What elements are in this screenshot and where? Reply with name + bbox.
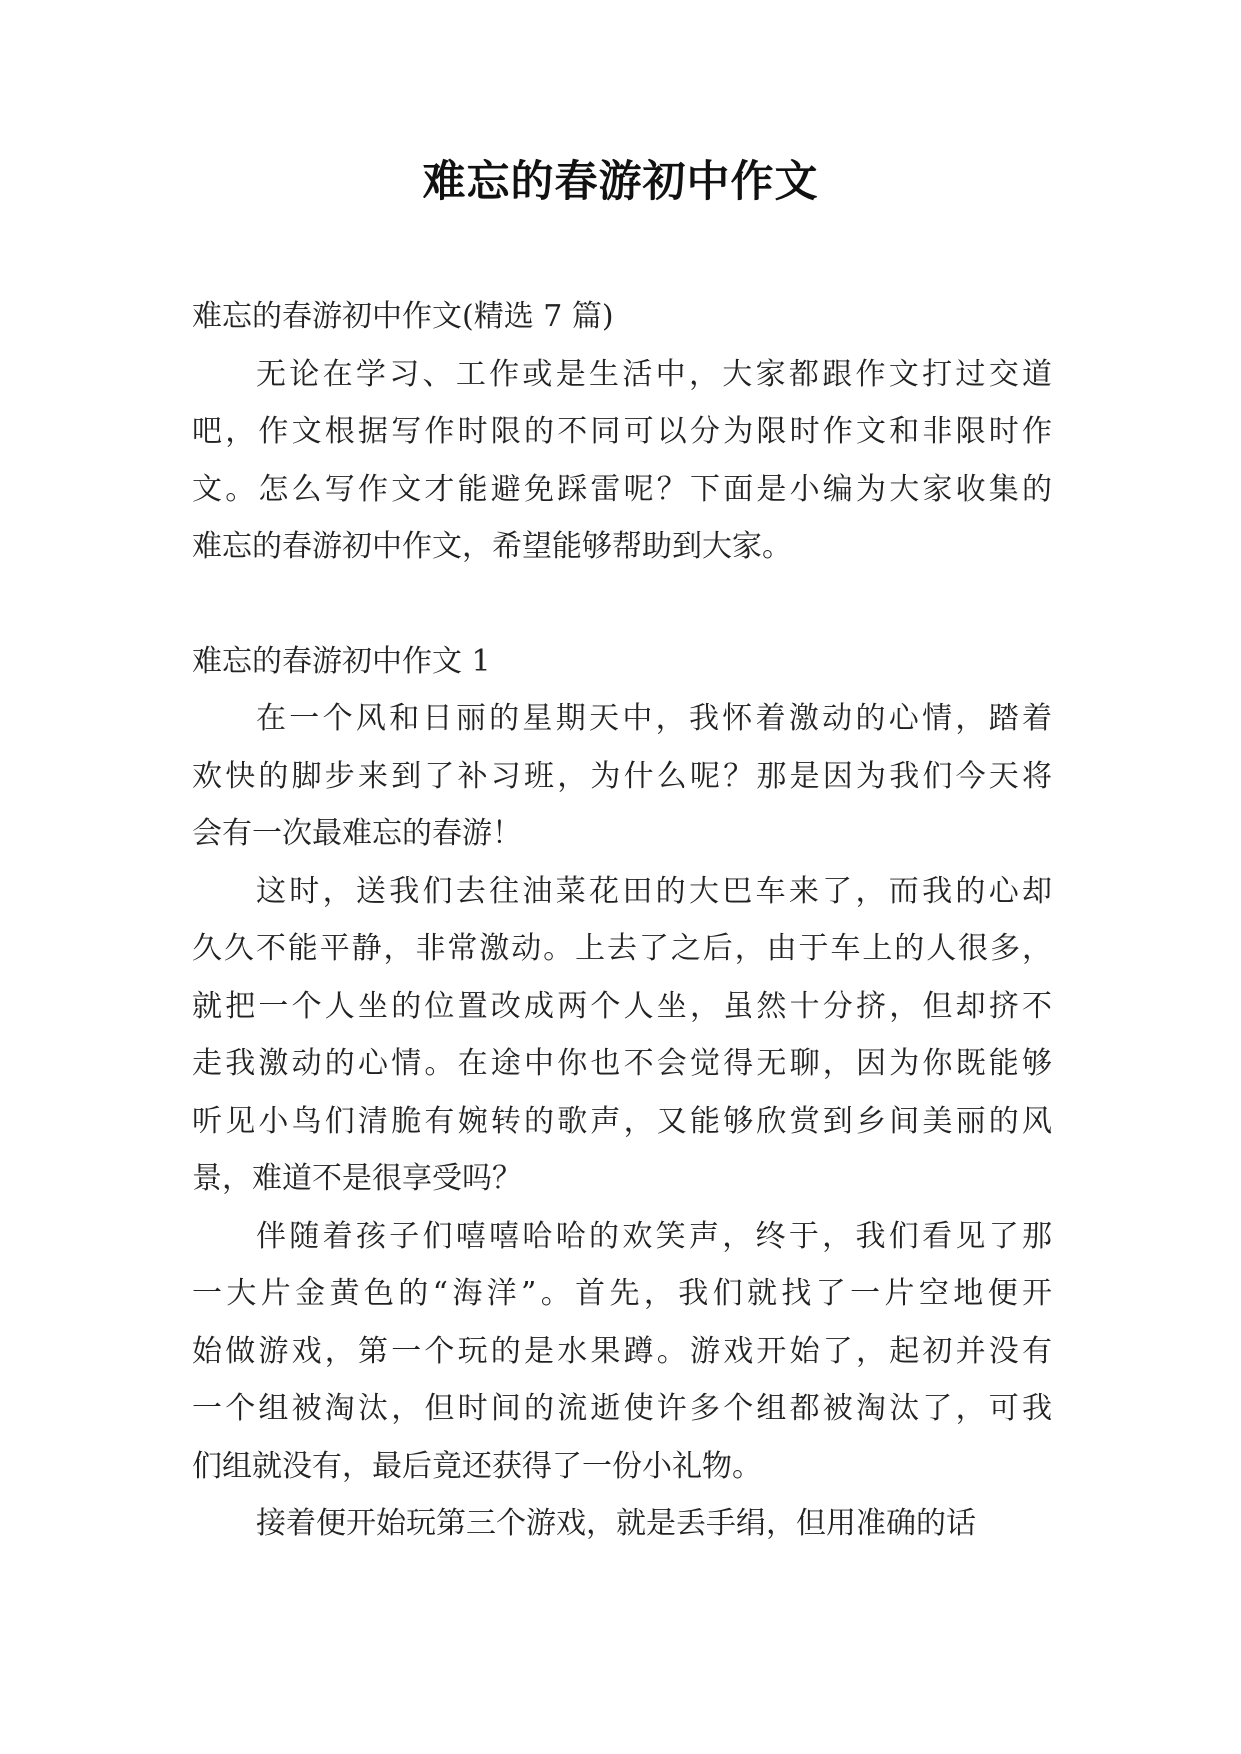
document-title: 难忘的春游初中作文 [422,157,819,207]
text-line: 一大片金黄色的“海洋”。首先，我们就找了一片空地便开 [192,1276,1052,1311]
text-line: 景，难道不是很享受吗？ [192,1161,522,1196]
text-line: 这时，送我们去往油菜花田的大巴车来了，而我的心却 [256,873,1052,909]
text-line: 无论在学习、工作或是生活中，大家都跟作文打过交道 [256,356,1052,392]
document-body [192,288,1052,1553]
essay-paragraph [192,1495,1052,1553]
intro-paragraph [192,346,1052,576]
text-line: 们组就没有，最后竟还获得了一份小礼物。 [192,1448,762,1484]
text-line: 始做游戏，第一个玩的是水果蹲。游戏开始了，起初并没有 [192,1333,1052,1369]
section-heading: 难忘的春游初中作文 1 [192,643,491,679]
text-line: 一个组被淘汰，但时间的流逝使许多个组都被淘汰了，可我 [192,1391,1052,1426]
text-line: 文。怎么写作文才能避免踩雷呢？下面是小编为大家收集的 [192,471,1052,507]
text-line: 难忘的春游初中作文，希望能够帮助到大家。 [192,529,792,564]
text-line: 吧，作文根据写作时限的不同可以分为限时作文和非限时作 [192,414,1052,449]
essay-paragraph [192,690,1052,863]
essay-paragraph [192,863,1052,1208]
text-line: 接着便开始玩第三个游戏，就是丢手绢，但用准确的话 [256,1506,976,1541]
text-line: 就把一个人坐的位置改成两个人坐，虽然十分挤，但却挤不 [192,988,1052,1024]
text-line: 在一个风和日丽的星期天中，我怀着激动的心情，踏着 [256,701,1052,736]
text-line: 会有一次最难忘的春游！ [192,816,522,851]
essay-paragraph [192,1208,1052,1496]
text-line: 走我激动的心情。在途中你也不会觉得无聊，因为你既能够 [192,1046,1052,1081]
text-line: 欢快的脚步来到了补习班，为什么呢？那是因为我们今天将 [192,758,1052,794]
document-subtitle: 难忘的春游初中作文(精选 7 篇) [192,299,614,334]
section-spacer [192,576,1052,633]
text-line: 伴随着孩子们嘻嘻哈哈的欢笑声，终于，我们看见了那 [256,1218,1052,1254]
text-line: 听见小鸟们清脆有婉转的歌声，又能够欣赏到乡间美丽的风 [192,1103,1052,1139]
text-line: 久久不能平静，非常激动。上去了之后，由于车上的人很多， [192,931,1052,966]
